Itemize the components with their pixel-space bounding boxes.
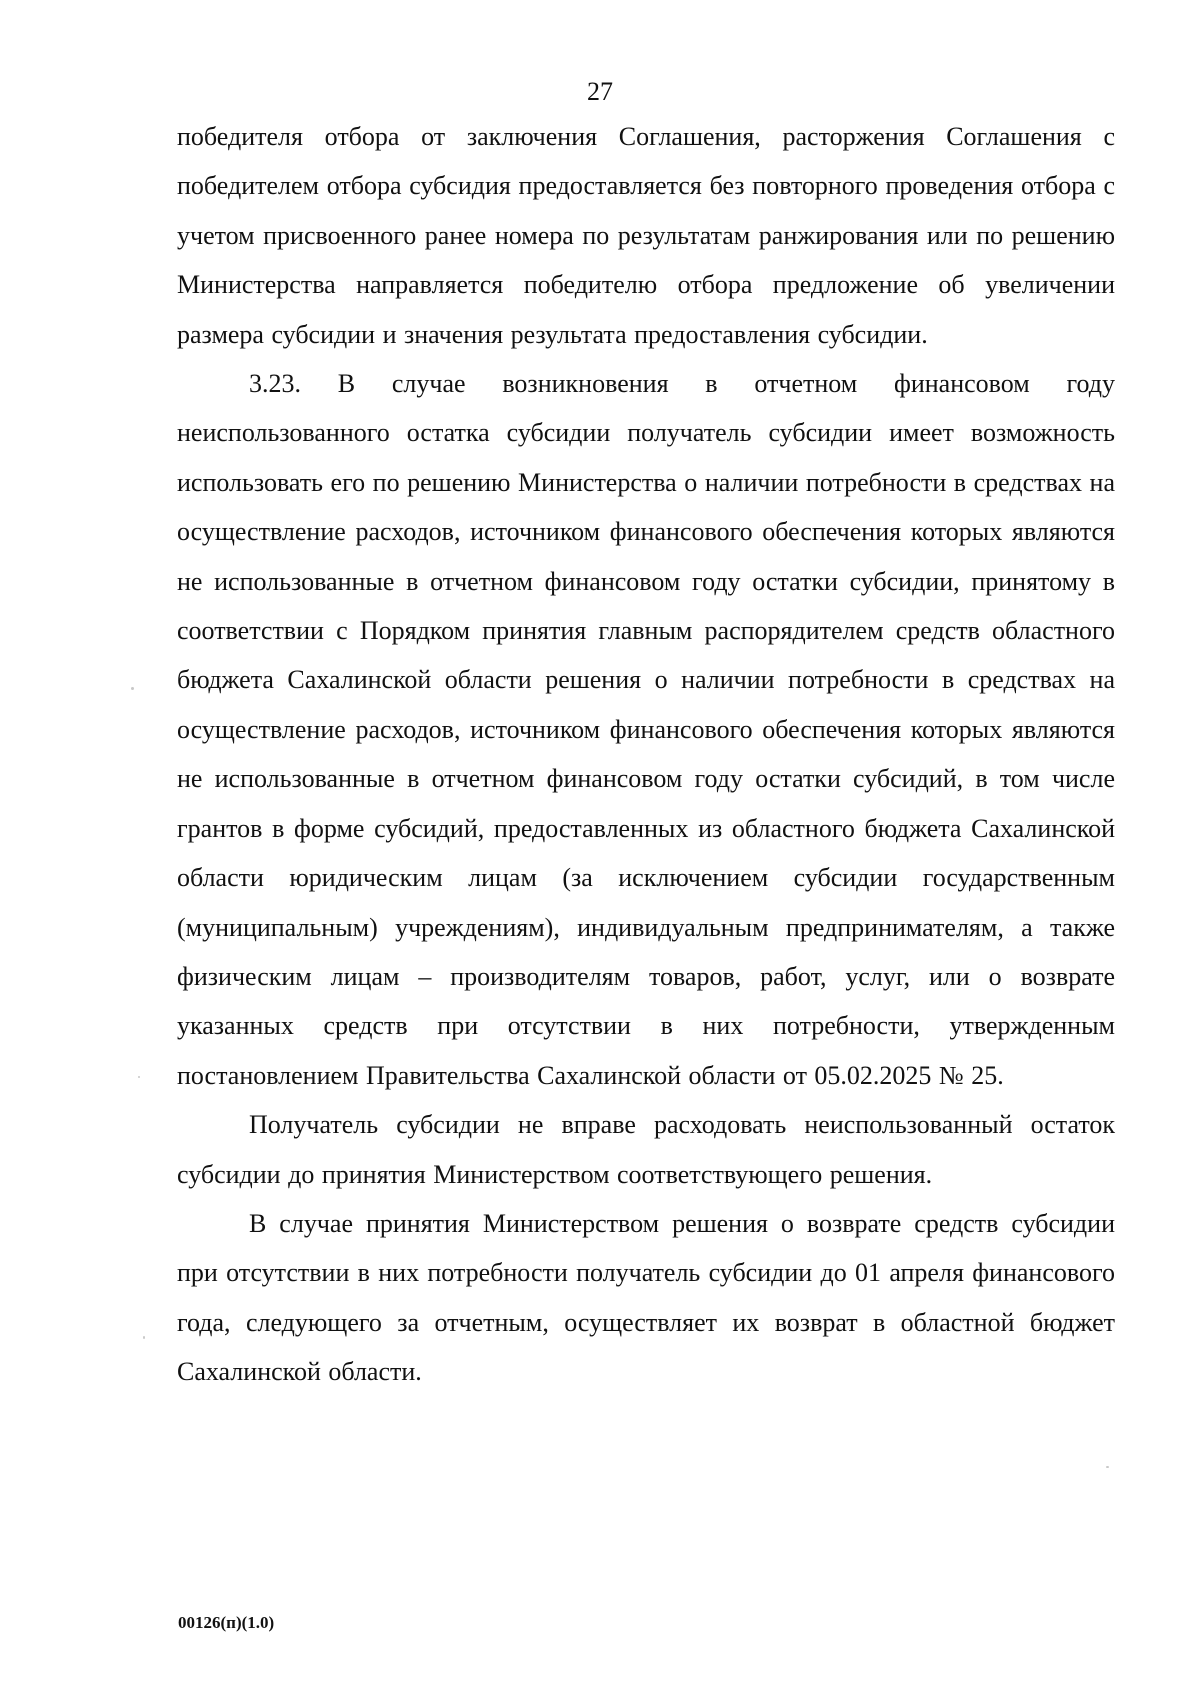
scan-speck: [131, 687, 134, 690]
paragraph-clause-3-23: 3.23. В случае возникновения в отчетном финансовом году неиспользованного остатка субсидии получатель субсидии имеет возможность использовать его по решению Министерства о наличии потребности в средствах на осуществление расходов, источником финансового обеспечения которых являются не использованные в отчетном финансовом году остатки субсидии, принятому в соответствии с Порядком принятия главным распорядителем средств областного бюджета Сахалинской области решения о наличии потребности в средствах на осуществление расходов, источником финансового обеспечения которых являются не использованные в отчетном финансовом году остатки субсидий, в том числе грантов в форме субсидий, предоставленных из областного бюджета Сахалинской области юридическим лицам (за исключением субсидии государственным (муниципальным) учреждениям), индивидуальным предпринимателям, а также физическим лицам – производителям товаров, работ, услуг, или о возврате указанных средств при отсутствии в них потребности, утвержденным постановлением Правительства Сахалинской области от 05.02.2025 № 25.: [177, 369, 1115, 1090]
paragraph-continuation: победителя отбора от заключения Соглашения, расторжения Соглашения с победителем отбора субсидия предоставляется без повторного проведения отбора с учетом присвоенного ранее номера по результатам ранжирования или по решению Министерства направляется победителю отбора предложение об увеличении размера субсидии и значения результата предоставления субсидии.: [177, 122, 1115, 349]
document-body: [177, 112, 1115, 1397]
scan-speck: [138, 1076, 140, 1078]
page-number: 27: [587, 77, 613, 106]
scan-speck: [143, 1336, 145, 1339]
document-code: 00126(п)(1.0): [178, 1613, 275, 1632]
paragraph-restriction: Получатель субсидии не вправе расходовать неиспользованный остаток субсидии до принятия Министерством соответствующего решения.: [177, 1110, 1115, 1189]
paragraph-refund: В случае принятия Министерством решения о возврате средств субсидии при отсутствии в них потребности получатель субсидии до 01 апреля финансового года, следующего за отчетным, осуществляет их возврат в областной бюджет Сахалинской области.: [177, 1208, 1115, 1387]
scan-speck: [1106, 1466, 1109, 1468]
